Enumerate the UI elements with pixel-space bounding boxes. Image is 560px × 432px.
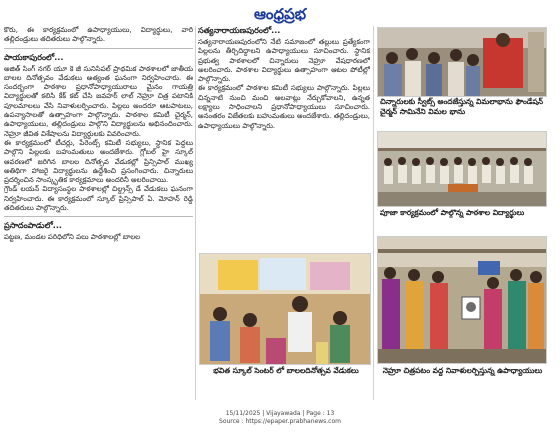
column-divider <box>373 26 374 400</box>
article-paragraph: ఈ కార్యక్రమంలో పాఠశాల కమిటీ సభ్యులు పాల్గొన్నారు. పిల్లలు చిన్ననాటి నుంచి మంచి అలవాట్లు నేర్చుకోవాలని, ఉన్నత లక్ష్యాలు సాధించాలని ప్రధానోపాధ్యాయులు సూచించారు. అనంతరం విజేతలకు బహుమతులు అందజేశారు. తల్లిదండ్రులు, ఉపాధ్యాయులు పాల్గొన్నారు. <box>198 84 370 130</box>
section-heading-payakapuram: పాయకాపురంలో... <box>4 52 64 62</box>
photo-bhavita-school <box>199 253 371 365</box>
column-divider <box>195 26 196 400</box>
article-paragraph: ఈ కార్యక్రమంలో టీచర్లు, పేరెంట్స్ కమిటీ సభ్యులు, స్థానిక పెద్దలు పాల్గొని పిల్లలకు బహుమతులు అందజేశారు. గ్లోబల్ హై స్కూల్ ఆవరణలో జరిగిన బాలల దినోత్సవ వేడుకల్లో ప్రిన్సిపాల్ ముఖ్య అతిథిగా హాజరై విద్యార్థులను ఉద్దేశించి ప్రసంగించారు. చిన్నారులు ప్రదర్శించిన సాంస్కృతిక కార్యక్రమాలు అందరినీ అలరించాయి. <box>4 138 193 185</box>
masthead-logo: ఆంధ్రప్రభ <box>253 5 307 23</box>
caption-nehru-tribute: నెహ్రూ చిత్రపటం వద్ద నివాళులర్పిస్తున్న ఉపాధ్యాయులు <box>382 366 543 375</box>
caption-bhavita: భవిత స్కూల్ సెంటర్ లో బాలలదినోత్సవ వేడుకలు <box>213 366 359 375</box>
article-paragraph: సత్యనారాయణపురంలోని నేటి సమాజంలో తల్లులు ప్రత్యేకంగా పిల్లలను తీర్చిదిద్దాలని ఉపాధ్యాయులు సూచించారు. స్థానిక ప్రభుత్వ పాఠశాలలో చిన్నారులు నెహ్రూ వేషధారణలో అలరించారు. పాఠశాల విద్యార్థులు ఉత్సాహంగా ఆటల పోటీల్లో పాల్గొన్నారు. <box>198 38 370 84</box>
article-paragraph: పట్టణ, మండల పరిధిలోని పలు పాఠశాలల్లో బాలల <box>4 233 141 242</box>
intro-paragraph: కొరు, ఈ కార్యక్రమంలో ఉపాధ్యాయులు, విద్యార్థులు, వారి తల్లిదండ్రులు తదితరులు పాల్గొన్నారు. <box>4 26 193 44</box>
caption-puja: పూజా కార్యక్రమంలో పాల్గొన్న పాఠశాల విద్యార్థులు <box>380 208 525 217</box>
caption-sweets: చిన్నారులకు స్వీట్స్ అందజేస్తున్న విమలాభాను ఫౌండేషన్ చైర్మన్ సామినేని విమల భాను <box>380 97 543 116</box>
article-paragraph: అజిత్ సింగ్ నగర్ యూ కె జీ సునిసిపల్ ప్రాథమిక పాఠశాలలో జాతీయ బాలల దినోత్సవం వేడుకలు అత్యంత ఘనంగా నిర్వహించారు. ఈ సందర్భంగా పాఠశాల ప్రధానోపాధ్యాయురాలు మైనం గాయత్రి విద్యార్థులతో కలిసి కేక్ కట్ చేసి జవహర్ లాల్ నెహ్రూ చిత్ర పటానికి పూలమాలలు వేసి నివాళులర్పించారు. పిల్లలు అందరూ ఆటపాటలు, ఉపన్యాసాలతో ఉత్సాహంగా పాల్గొన్నారు. పాఠశాల కమిటీ చైర్మన్, ఉపాధ్యాయులు, తల్లిదండ్రులు పాల్గొని విద్యార్థులను అభినందించారు. నెహ్రూ జీవిత విశేషాలను విద్యార్థులకు వివరించారు. <box>4 64 193 138</box>
article-paragraph: గ్రౌండ్ లయన్ విద్యాసంస్థల పాఠశాలల్లో చిల్డ్రన్స్ డే వేడుకలు ఘనంగా నిర్వహించారు. ఈ కార్యక్రమంలో స్కూల్ ప్రిన్సిపాల్ ఏ. మోహన్ రెడ్డి తదితరులు పాల్గొన్నారు. <box>4 185 193 213</box>
photo-bhavita-school-image <box>200 254 370 364</box>
photo-puja-students-image <box>378 132 546 206</box>
photo-nehru-tribute-image <box>378 237 546 363</box>
photo-nehru-tribute <box>377 236 547 364</box>
photo-children-sweets-image <box>378 28 546 96</box>
footer-source: Source : https://epaper.prabhanews.com <box>219 418 341 425</box>
divider <box>4 216 193 217</box>
photo-children-sweets <box>377 27 547 97</box>
section-heading-prasadampadu: ప్రసాదంపాడులో... <box>4 221 62 231</box>
section-heading-satyanarayanapuram: సత్యనారాయణపురంలో... <box>198 26 281 35</box>
footer-dateline: 15/11/2025 | Vijayawada | Page : 13 <box>225 410 335 417</box>
article-column-left <box>4 26 193 400</box>
divider <box>4 48 193 49</box>
article-column-middle <box>198 26 370 250</box>
photo-puja-students <box>377 131 547 207</box>
